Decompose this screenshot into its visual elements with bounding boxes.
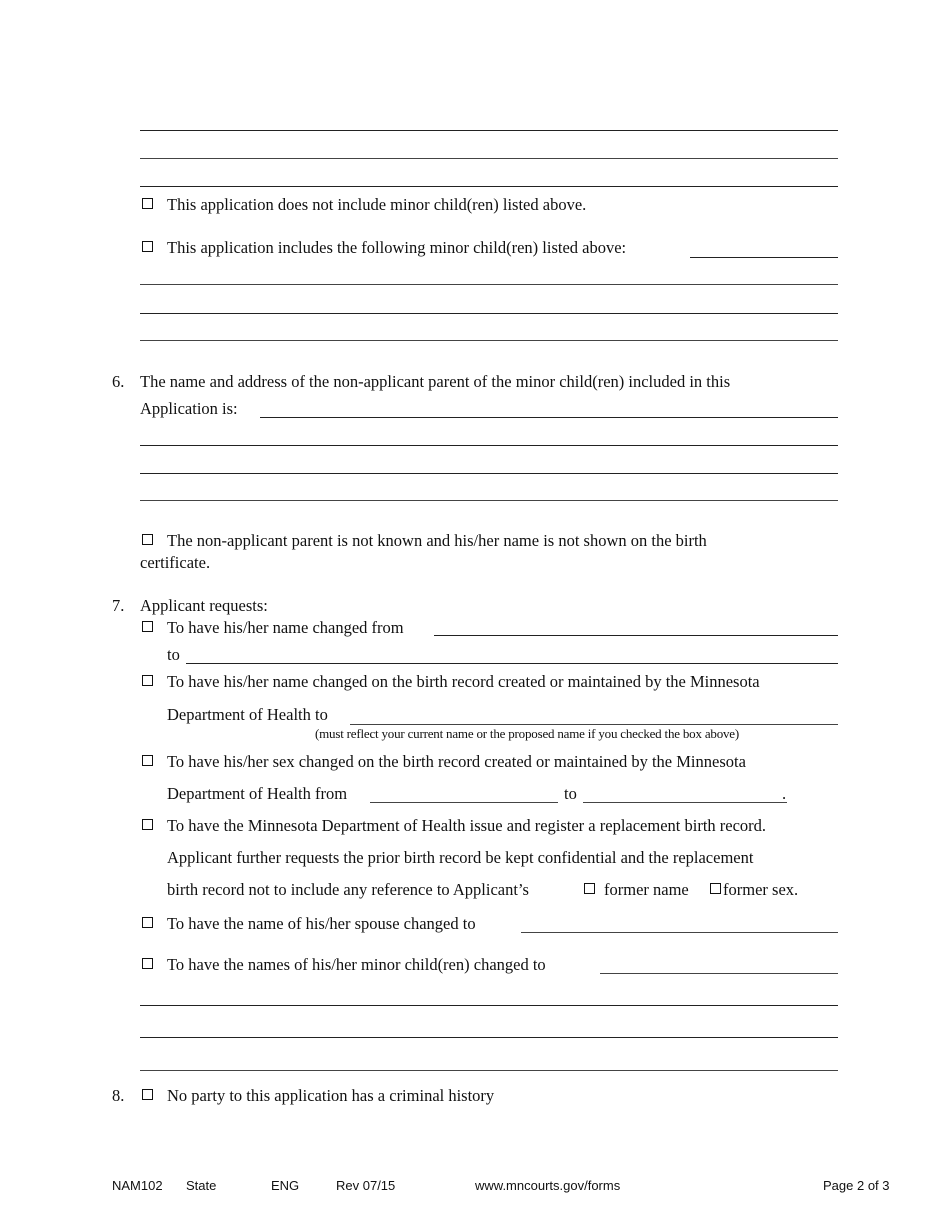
- sex-change-to-label: to: [564, 784, 577, 803]
- former-sex-checkbox[interactable]: [710, 883, 721, 894]
- no-criminal-history-label: No party to this application has a criminal history: [167, 1086, 495, 1105]
- blank-line[interactable]: [140, 158, 838, 159]
- minors-name-field[interactable]: [600, 973, 838, 974]
- parent-unknown-label-line1: The non-applicant parent is not known and his/her name is not shown on the birth: [167, 531, 707, 550]
- no-criminal-history-checkbox[interactable]: [142, 1089, 153, 1100]
- replacement-record-checkbox[interactable]: [142, 819, 153, 830]
- footer-language: ENG: [271, 1178, 300, 1193]
- name-change-from-label: To have his/her name changed from: [167, 618, 404, 637]
- former-name-checkbox[interactable]: [584, 883, 595, 894]
- minors-name-label: To have the names of his/her minor child(ren) changed to: [167, 955, 546, 974]
- spouse-name-field[interactable]: [521, 932, 838, 933]
- no-minors-label: This application does not include minor child(ren) listed above.: [167, 195, 587, 214]
- blank-line[interactable]: [140, 1037, 838, 1038]
- blank-line[interactable]: [140, 500, 838, 501]
- name-change-checkbox[interactable]: [142, 621, 153, 632]
- name-change-to-label: to: [167, 645, 180, 664]
- replacement-label-line1: To have the Minnesota Department of Health issue and register a replacement birth record.: [167, 816, 767, 835]
- replacement-label-line3: birth record not to include any reference to Applicant’s: [167, 880, 529, 899]
- blank-line[interactable]: [140, 473, 838, 474]
- former-sex-label: former sex.: [723, 880, 799, 899]
- blank-line[interactable]: [140, 1070, 838, 1071]
- parent-unknown-label-line2: certificate.: [140, 553, 211, 572]
- footer-form-id: NAM102: [112, 1178, 163, 1193]
- blank-line[interactable]: [140, 130, 838, 131]
- footer-state: State: [186, 1178, 217, 1193]
- birth-record-name-checkbox[interactable]: [142, 675, 153, 686]
- replacement-label-line2: Applicant further requests the prior birth record be kept confidential and the replacement: [167, 848, 754, 867]
- minors-name-checkbox[interactable]: [142, 958, 153, 969]
- non-applicant-parent-field[interactable]: [260, 417, 838, 418]
- sex-to-field[interactable]: [583, 802, 787, 803]
- birth-record-name-field[interactable]: [350, 724, 838, 725]
- spouse-name-checkbox[interactable]: [142, 917, 153, 928]
- sex-change-label-line1: To have his/her sex changed on the birth record created or maintained by the Minnesota: [167, 752, 746, 771]
- name-to-field[interactable]: [186, 663, 838, 664]
- minors-list-field[interactable]: [690, 257, 838, 258]
- sex-change-checkbox[interactable]: [142, 755, 153, 766]
- sex-change-from-label: Department of Health from: [167, 784, 348, 803]
- item-6-text-line1: The name and address of the non-applicant parent of the minor child(ren) included in this: [140, 372, 731, 391]
- footer-revision: Rev 07/15: [336, 1178, 396, 1193]
- birth-record-note: (must reflect your current name or the proposed name if you checked the box above): [315, 726, 739, 741]
- item-6-number: 6.: [112, 372, 125, 391]
- blank-line[interactable]: [140, 1005, 838, 1006]
- item-7-number: 7.: [112, 596, 125, 615]
- blank-line[interactable]: [140, 445, 838, 446]
- includes-minors-label: This application includes the following minor child(ren) listed above:: [167, 238, 627, 257]
- sex-change-period: .: [782, 784, 787, 803]
- parent-unknown-checkbox[interactable]: [142, 534, 153, 545]
- blank-line[interactable]: [140, 186, 838, 187]
- item-8-number: 8.: [112, 1086, 125, 1105]
- blank-line[interactable]: [140, 313, 838, 314]
- footer-page-number: Page 2 of 3: [823, 1178, 890, 1193]
- sex-from-field[interactable]: [370, 802, 558, 803]
- item-6-text-line2: Application is:: [140, 399, 238, 418]
- former-name-label: former name: [604, 880, 689, 899]
- no-minors-checkbox[interactable]: [142, 198, 153, 209]
- includes-minors-checkbox[interactable]: [142, 241, 153, 252]
- footer-url[interactable]: www.mncourts.gov/forms: [475, 1178, 621, 1193]
- birth-record-label-line2: Department of Health to: [167, 705, 328, 724]
- item-7-heading: Applicant requests:: [140, 596, 268, 615]
- blank-line[interactable]: [140, 284, 838, 285]
- spouse-name-label: To have the name of his/her spouse changed to: [167, 914, 476, 933]
- birth-record-label-line1: To have his/her name changed on the birth record created or maintained by the Minnesota: [167, 672, 760, 691]
- name-from-field[interactable]: [434, 635, 838, 636]
- blank-line[interactable]: [140, 340, 838, 341]
